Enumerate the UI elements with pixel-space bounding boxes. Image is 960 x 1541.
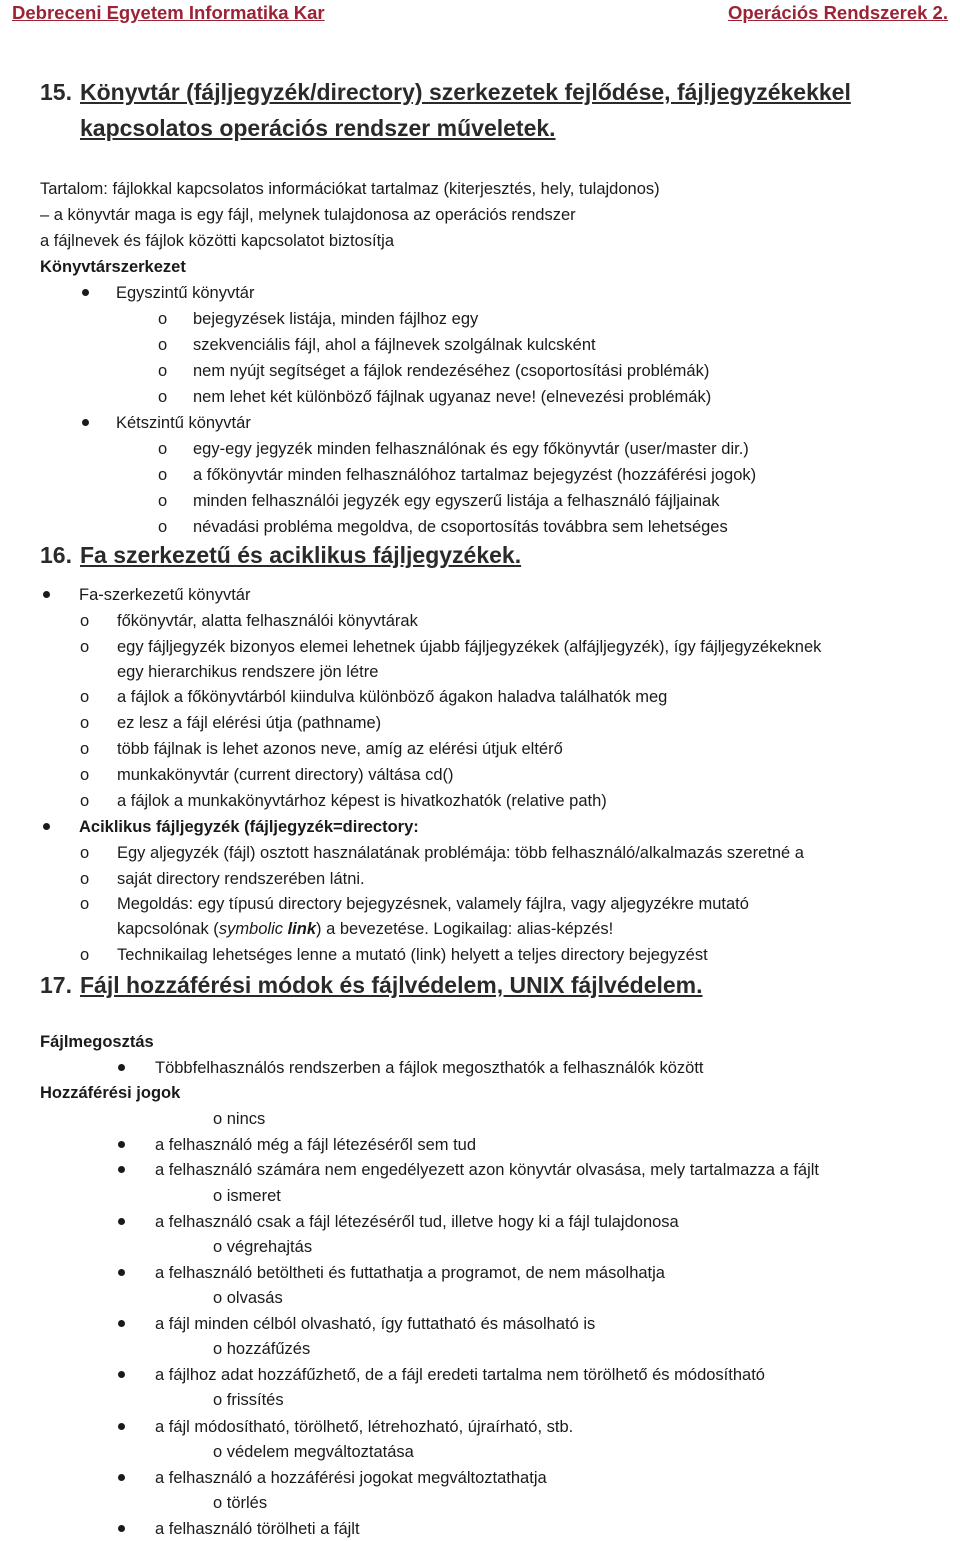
right-name: o ismeret [213, 1187, 281, 1205]
acyclic-title: Aciklikus fájljegyzék (fájljegyzék=directory: [79, 818, 419, 836]
rights-heading: Hozzáférési jogok [40, 1084, 181, 1102]
right-desc: a felhasználó betöltheti és futtathatja a programot, de nem másolhatja [155, 1264, 665, 1282]
directory-structure-heading: Könyvtárszerkezet [40, 258, 186, 276]
right-desc: a fájl minden célból olvasható, így futtatható és másolható is [155, 1315, 596, 1333]
section-17-title [40, 970, 703, 1000]
intro-text-1: fájlokkal kapcsolatos információkat tartalmaz (kiterjesztés, hely, tulajdonos) [107, 180, 660, 198]
bullet-icon [82, 419, 89, 426]
acyclic-item2-symbolic: symbolic [218, 920, 283, 938]
circle-bullet-icon: o [158, 310, 168, 328]
section-15-title-text [80, 74, 955, 146]
circle-bullet-icon: o [80, 946, 90, 964]
tree-item: főkönyvtár, alatta felhasználói könyvtárak [117, 612, 418, 630]
circle-bullet-icon: o [80, 895, 90, 913]
section-15-title-line1: Könyvtár (fájljegyzék/directory) szerkezetek fejlődése, fájljegyzékekkel [80, 79, 851, 105]
acyclic-item: Egy aljegyzék (fájl) osztott használatának problémája: több felhasználó/alkalmazás szeretné a [117, 844, 804, 862]
right-desc: a felhasználó számára nem engedélyezett azon könyvtár olvasása, mely tartalmazza a fájlt [155, 1161, 820, 1179]
single-item: bejegyzések listája, minden fájlhoz egy [193, 310, 479, 328]
tree-item: több fájlnak is lehet azonos neve, amíg az elérési útjuk eltérő [117, 740, 563, 758]
header-course: Operációs Rendszerek 2. [727, 2, 948, 23]
circle-bullet-icon: o [80, 688, 90, 706]
tree-title: Fa-szerkezetű könyvtár [79, 586, 251, 604]
right-name: o hozzáfűzés [213, 1340, 311, 1358]
tree-item: ez lesz a fájl elérési útja (pathname) [117, 714, 382, 732]
right-desc: a felhasználó még a fájl létezéséről sem tud [155, 1136, 477, 1154]
intro-line-3: a fájlnevek és fájlok közötti kapcsolatot biztosítja [40, 232, 395, 250]
bullet-icon [118, 1141, 125, 1148]
right-name: o frissítés [213, 1391, 284, 1409]
section-16-number: 16. [40, 542, 72, 568]
bullet-icon [82, 289, 89, 296]
circle-bullet-icon: o [80, 766, 90, 784]
bullet-icon [118, 1269, 125, 1276]
sharing-item: Többfelhasználós rendszerben a fájlok megoszthatók a felhasználók között [155, 1059, 704, 1077]
circle-bullet-icon: o [80, 870, 90, 888]
single-item: szekvenciális fájl, ahol a fájlnevek szolgálnak kulcsként [193, 336, 596, 354]
intro-label: Tartalom: [40, 180, 108, 198]
two-item: egy-egy jegyzék minden felhasználónak és egy főkönyvtár (user/master dir.) [193, 440, 749, 458]
right-desc: a fájl módosítható, törölhető, létrehozható, újraírható, stb. [155, 1418, 574, 1436]
header-institution: Debreceni Egyetem Informatika Kar [12, 2, 325, 23]
intro-line-2: – a könyvtár maga is egy fájl, melynek tulajdonosa az operációs rendszer [40, 206, 576, 224]
right-desc: a felhasználó törölheti a fájlt [155, 1520, 360, 1538]
tree-item: munkakönyvtár (current directory) váltása cd() [117, 766, 454, 784]
acyclic-item2-pre: kapcsolónak ( [117, 920, 219, 938]
bullet-icon [118, 1423, 125, 1430]
acyclic-item-cont [117, 918, 613, 940]
right-name: o törlés [213, 1494, 268, 1512]
circle-bullet-icon: o [158, 336, 168, 354]
bullet-icon [118, 1474, 125, 1481]
single-item: nem nyújt segítséget a fájlok rendezéséhez (csoportosítási problémák) [193, 362, 710, 380]
single-level-title: Egyszintű könyvtár [116, 284, 255, 302]
two-item: a főkönyvtár minden felhasználóhoz tartalmaz bejegyzést (hozzáférési jogok) [193, 466, 757, 484]
circle-bullet-icon: o [80, 740, 90, 758]
tree-item-cont: egy hierarchikus rendszere jön létre [117, 663, 379, 681]
intro-line-1 [40, 178, 660, 200]
acyclic-item2-post: ) a bevezetése. Logikailag: alias-képzés! [316, 920, 614, 938]
page-header [0, 0, 960, 28]
tree-item: a fájlok a főkönyvtárból kiindulva különböző ágakon haladva találhatók meg [117, 688, 668, 706]
section-15-number: 15. [40, 79, 72, 105]
circle-bullet-icon: o [80, 612, 90, 630]
circle-bullet-icon: o [158, 518, 168, 536]
circle-bullet-icon: o [158, 440, 168, 458]
right-name: o védelem megváltoztatása [213, 1443, 414, 1461]
bullet-icon [118, 1320, 125, 1327]
two-item: minden felhasználói jegyzék egy egyszerű listája a felhasználó fájljainak [193, 492, 720, 510]
sharing-heading: Fájlmegosztás [40, 1033, 154, 1051]
acyclic-item: saját directory rendszerében látni. [117, 870, 365, 888]
section-15-title-line2: kapcsolatos operációs rendszer műveletek. [80, 115, 556, 141]
right-name: o nincs [213, 1110, 266, 1128]
bullet-icon [118, 1371, 125, 1378]
circle-bullet-icon: o [158, 466, 168, 484]
circle-bullet-icon: o [80, 714, 90, 732]
bullet-icon [118, 1064, 125, 1071]
bullet-icon [43, 823, 50, 830]
circle-bullet-icon: o [80, 792, 90, 810]
right-name: o végrehajtás [213, 1238, 313, 1256]
acyclic-item: Technikailag lehetséges lenne a mutató (link) helyett a teljes directory bejegyzést [117, 946, 708, 964]
bullet-icon [118, 1525, 125, 1532]
circle-bullet-icon: o [158, 362, 168, 380]
bullet-icon [43, 591, 50, 598]
two-level-title: Kétszintű könyvtár [116, 414, 251, 432]
right-desc: a felhasználó csak a fájl létezéséről tud, illetve hogy ki a fájl tulajdonosa [155, 1213, 679, 1231]
section-17-title-text: Fájl hozzáférési módok és fájlvédelem, UNIX fájlvédelem. [80, 972, 703, 998]
circle-bullet-icon: o [158, 492, 168, 510]
bullet-icon [118, 1166, 125, 1173]
right-desc: a fájlhoz adat hozzáfűzhető, de a fájl eredeti tartalma nem törölhető és módosítható [155, 1366, 765, 1384]
right-name: o olvasás [213, 1289, 283, 1307]
circle-bullet-icon: o [158, 388, 168, 406]
section-16-title [40, 540, 521, 570]
section-17-number: 17. [40, 972, 72, 998]
tree-item: egy fájljegyzék bizonyos elemei lehetnek újabb fájljegyzékek (alfájljegyzék), így fájljegyzékeknek [117, 638, 822, 656]
single-item: nem lehet két különböző fájlnak ugyanaz neve! (elnevezési problémák) [193, 388, 712, 406]
section-16-title-text: Fa szerkezetű és aciklikus fájljegyzékek. [80, 542, 522, 568]
circle-bullet-icon: o [80, 638, 90, 656]
bullet-icon [118, 1218, 125, 1225]
acyclic-item: Megoldás: egy típusú directory bejegyzésnek, valamely fájlra, vagy aljegyzékre mutató [117, 895, 749, 913]
two-item: névadási probléma megoldva, de csoportosítás továbbra sem lehetséges [193, 518, 728, 536]
acyclic-item2-link: link [287, 920, 317, 938]
right-desc: a felhasználó a hozzáférési jogokat megváltoztathatja [155, 1469, 547, 1487]
circle-bullet-icon: o [80, 844, 90, 862]
tree-item: a fájlok a munkakönyvtárhoz képest is hivatkozhatók (relative path) [117, 792, 607, 810]
